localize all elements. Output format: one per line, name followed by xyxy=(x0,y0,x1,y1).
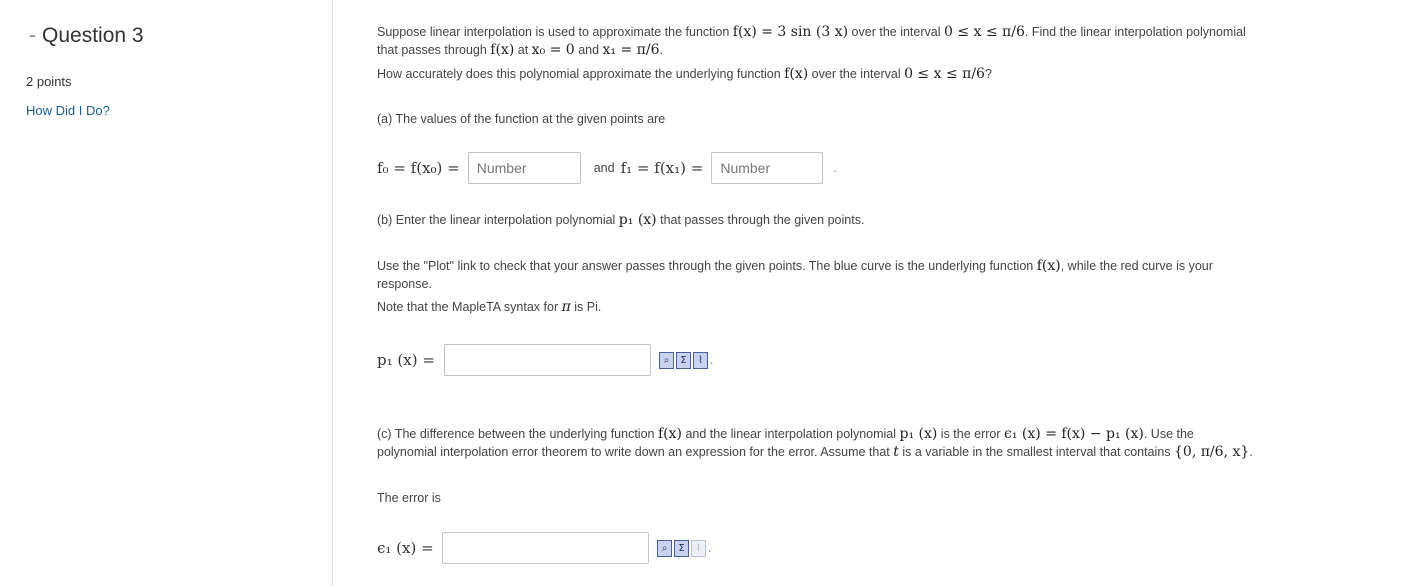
e1-label: ϵ₁ (x) = xyxy=(377,539,434,557)
p1-tools xyxy=(659,352,708,369)
error-is-label: The error is xyxy=(377,491,441,505)
maple-note: Note that the MapleTA syntax for π is Pi. xyxy=(377,299,602,315)
e1-tools xyxy=(657,540,706,557)
part-a-inputs xyxy=(377,152,837,184)
part-c-text: (c) The difference between the underlying function f(x) and the linear interpolation polynomial p₁ (x) is the error ϵ₁ (x) = f(x) − p₁ (x). Use the polynomial interpolation error theorem to write down an expression for the error. Assume that t is a variable in the smallest interval that contains {0, π/6, x}. xyxy=(377,426,1253,460)
part-b-input-row xyxy=(377,344,713,376)
part-a-text: (a) The values of the function at the given points are xyxy=(377,112,666,126)
plot-instructions: Use the "Plot" link to check that your answer passes through the given points. The blue curve is the underlying function f(x), while the red curve is your response. xyxy=(377,258,1213,291)
plot-icon: ⌇ xyxy=(691,540,706,557)
question-title-text: Question 3 xyxy=(42,24,144,47)
plot-icon[interactable]: ⌇ xyxy=(693,352,708,369)
collapse-dash[interactable]: - xyxy=(29,24,36,47)
intro-text: Suppose linear interpolation is used to approximate the function f(x) = 3 sin (3 x) over the interval 0 ≤ x ≤ π/6. Find the linear interpolation polynomial that passes through f(x) at x₀ = 0 and x₁ = π/6. xyxy=(377,24,1246,58)
preview-icon[interactable]: ⌕ xyxy=(659,352,674,369)
f0-input[interactable] xyxy=(468,152,581,184)
part-b-text: (b) Enter the linear interpolation polynomial p₁ (x) that passes through the given points. xyxy=(377,212,865,228)
p1-input[interactable] xyxy=(444,344,651,376)
p1-label: p₁ (x) = xyxy=(377,351,435,369)
question-title xyxy=(29,24,144,48)
e1-input[interactable] xyxy=(442,532,649,564)
and-label: and xyxy=(593,161,615,175)
equation-editor-icon[interactable]: Σ xyxy=(676,352,691,369)
f1-label: f₁ = f(x₁) = xyxy=(620,159,704,177)
part-c-input-row xyxy=(377,532,711,564)
points-label: 2 points xyxy=(26,74,72,89)
equation-editor-icon[interactable]: Σ xyxy=(674,540,689,557)
intro-question: How accurately does this polynomial approximate the underlying function f(x) over the interval 0 ≤ x ≤ π/6? xyxy=(377,66,992,82)
trailing-dot: . xyxy=(710,353,714,367)
f1-input[interactable] xyxy=(711,152,823,184)
trailing-dot: . xyxy=(833,161,837,175)
question-sidebar xyxy=(0,0,333,586)
preview-icon[interactable]: ⌕ xyxy=(657,540,672,557)
f0-label: f₀ = f(x₀) = xyxy=(377,159,460,177)
how-did-i-do-link[interactable]: How Did I Do? xyxy=(26,103,110,118)
trailing-dot: . xyxy=(708,541,712,555)
